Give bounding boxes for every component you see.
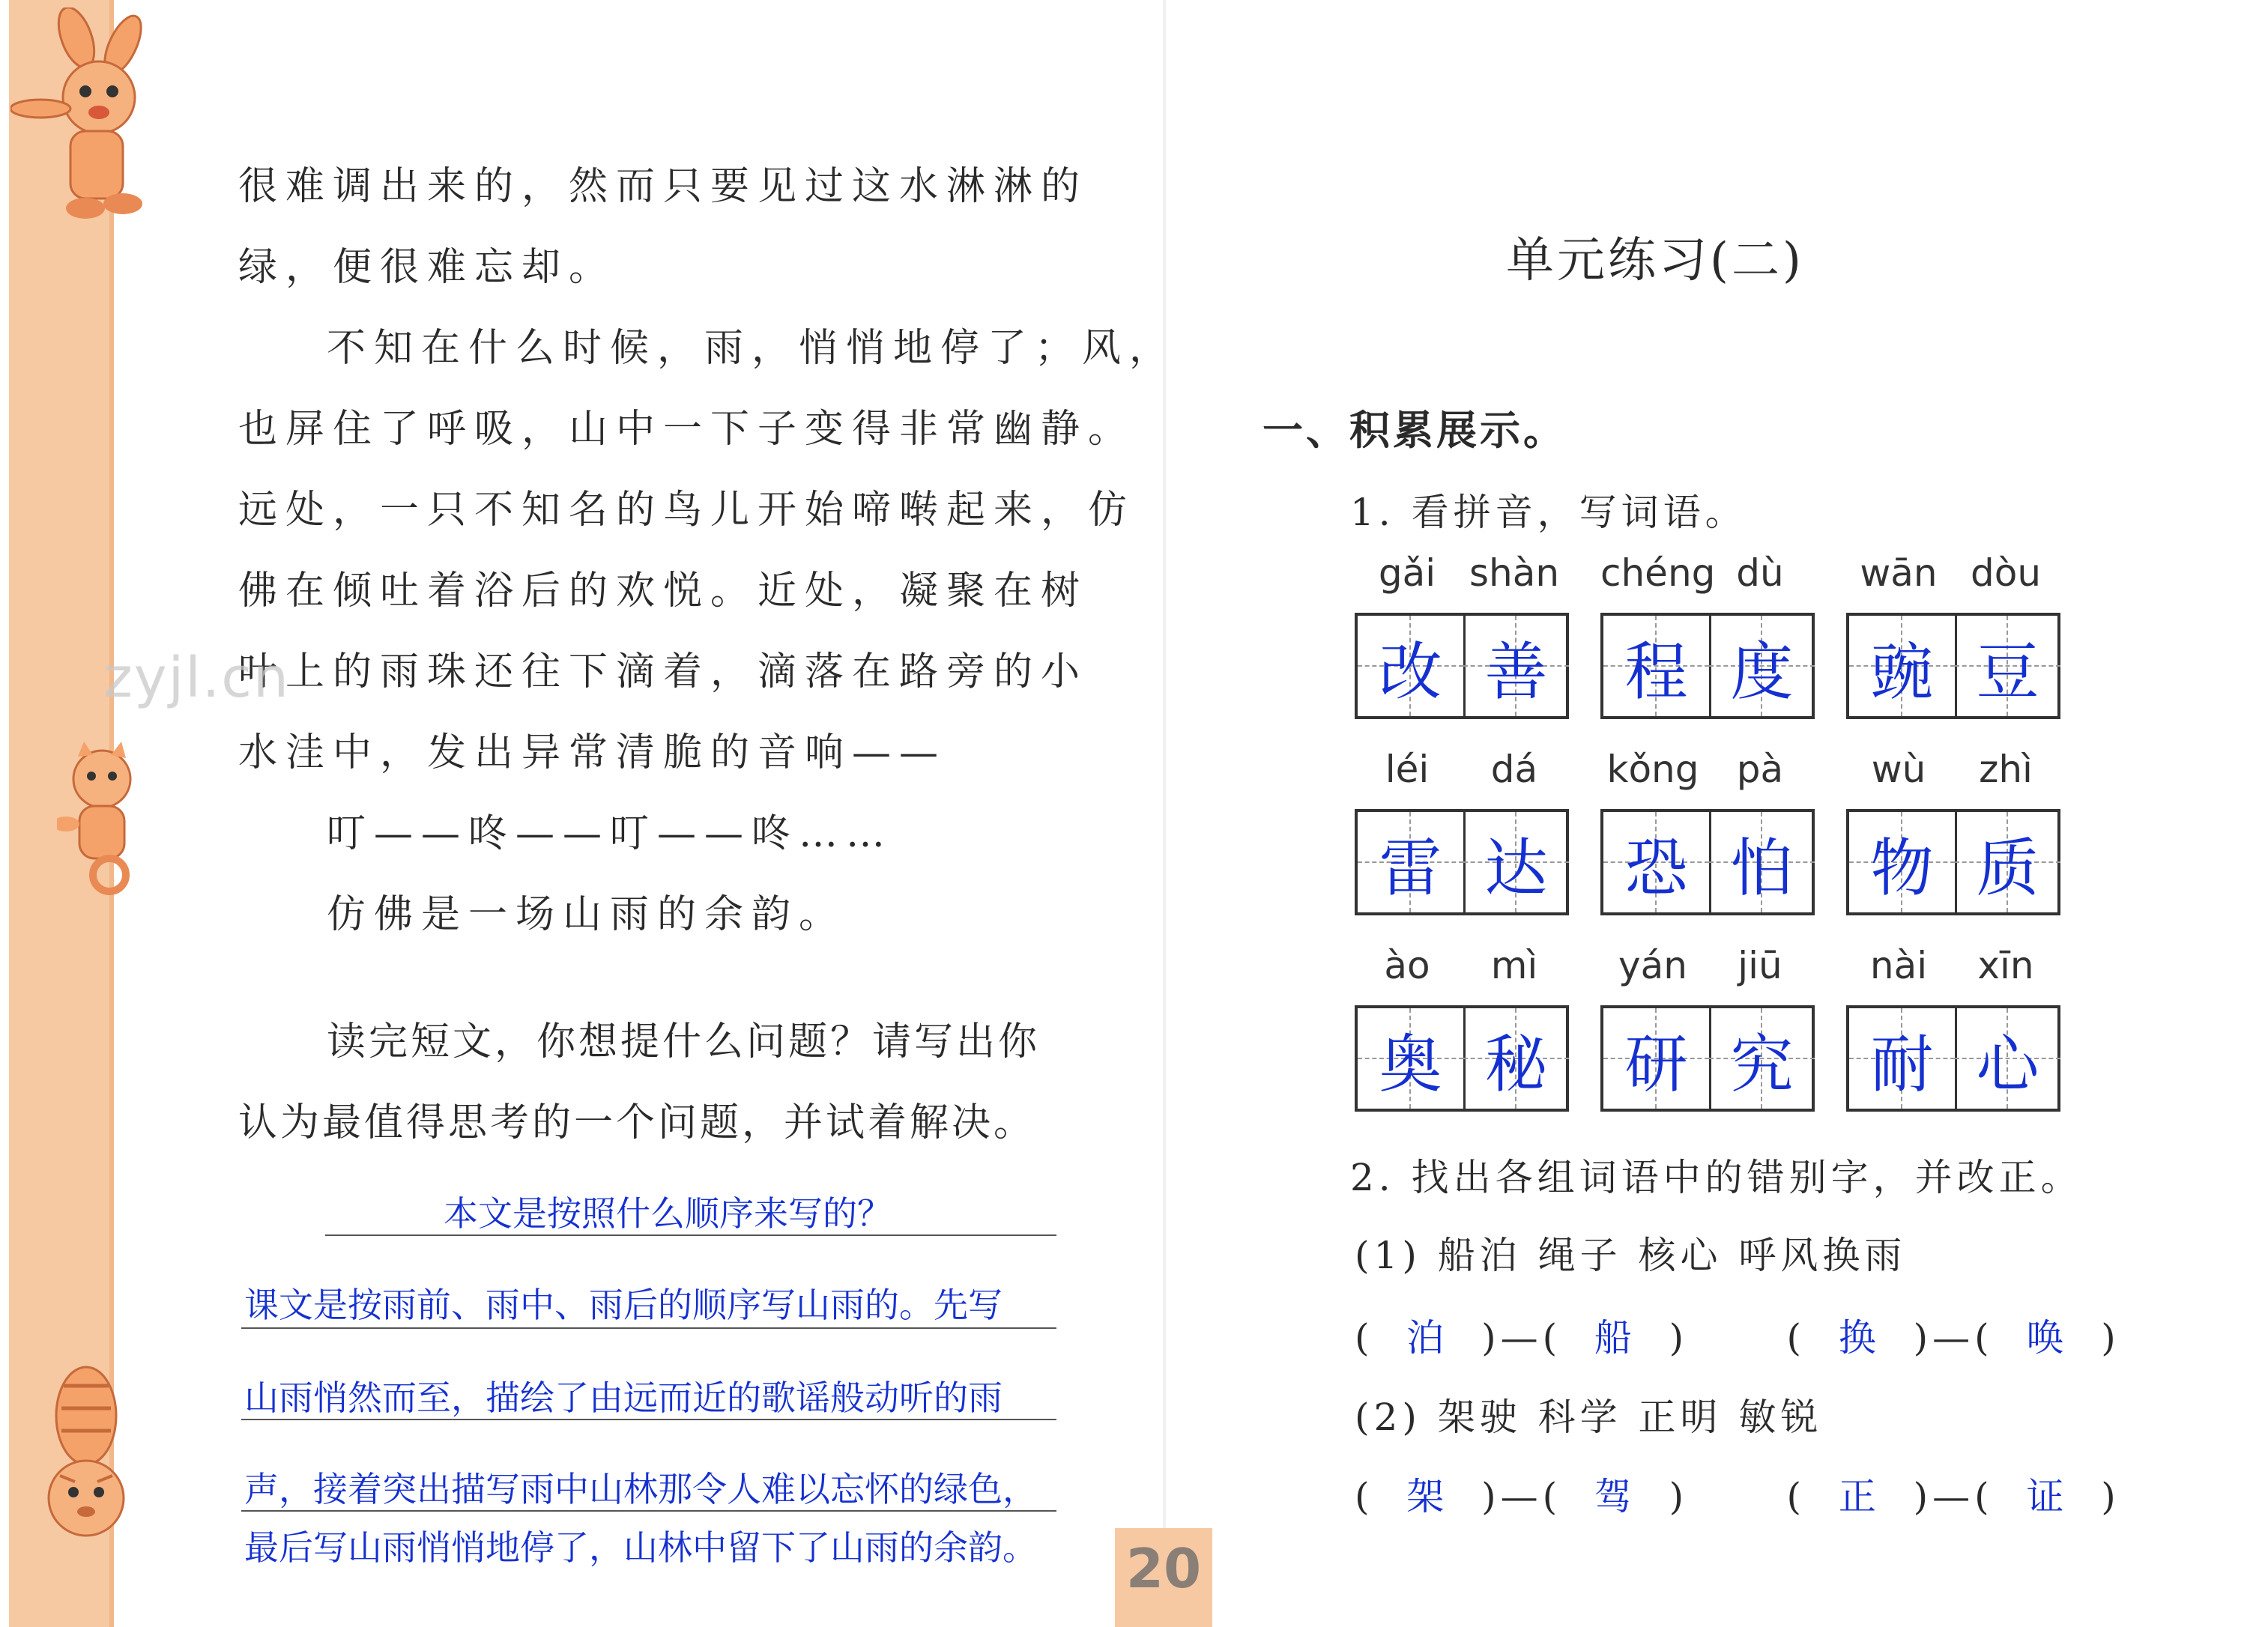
group-1-words: (1) 船泊 绳子 核心 呼风换雨 xyxy=(1355,1234,1907,1277)
tianzige-cell xyxy=(1603,1008,1711,1109)
written-character: 度 xyxy=(1730,635,1794,709)
tianzige-cell xyxy=(1849,1008,1957,1109)
section-heading: 一、积累展示。 xyxy=(1262,407,1567,454)
word-box xyxy=(1355,613,1569,719)
tianzige-cell xyxy=(1358,1008,1466,1109)
question-2: 2. 找出各组词语中的错别字，并改正。 xyxy=(1350,1156,2083,1199)
passage-line: 很难调出来的，然而只要见过这水淋淋的 xyxy=(238,164,1089,209)
word-box xyxy=(1846,1005,2060,1112)
pinyin-label: yán xyxy=(1618,944,1687,987)
tianzige-cell xyxy=(1463,616,1569,716)
answer-question: 本文是按照什么顺序来写的？ xyxy=(444,1193,892,1234)
pinyin-label: shàn xyxy=(1469,551,1560,595)
answer-underline xyxy=(241,1327,1056,1329)
word-box xyxy=(1600,809,1815,915)
word-box xyxy=(1355,1005,1569,1112)
tianzige-cell xyxy=(1358,812,1466,912)
pinyin-label: kǒng xyxy=(1606,748,1699,791)
passage-line: 叮——咚——叮——咚…… xyxy=(327,811,894,856)
passage-line: 叶上的雨珠还往下滴着，滴落在路旁的小 xyxy=(238,649,1089,694)
pinyin-label: dòu xyxy=(1970,551,2042,595)
correct-char: 唤 xyxy=(2026,1316,2069,1360)
written-character: 耐 xyxy=(1870,1028,1934,1101)
page-fold xyxy=(1163,0,1166,1627)
written-character: 豌 xyxy=(1870,635,1934,709)
pinyin-label: ào xyxy=(1384,944,1430,987)
group-2-words: (2) 架驶 科学 正明 敏锐 xyxy=(1355,1396,1823,1439)
written-character: 秘 xyxy=(1484,1028,1548,1101)
tianzige-cell xyxy=(1955,616,2060,716)
pinyin-label: léi xyxy=(1385,748,1430,791)
tianzige-cell xyxy=(1849,616,1957,716)
passage-line: 仿佛是一场山雨的余韵。 xyxy=(327,892,847,937)
group-1-corrections: ( 泊 )—( 船 ) ( 换 )—( 唤 ) xyxy=(1355,1316,2120,1360)
group-2-corrections: ( 架 )—( 驾 ) ( 正 )—( 证 ) xyxy=(1355,1475,2120,1518)
pinyin-label: gǎi xyxy=(1378,551,1436,595)
pinyin-label: jiū xyxy=(1738,944,1782,987)
pinyin-label: nài xyxy=(1869,944,1928,987)
written-character: 改 xyxy=(1379,635,1442,709)
tianzige-cell xyxy=(1955,1008,2060,1109)
wrong-char: 换 xyxy=(1838,1316,1881,1360)
answer-underline xyxy=(325,1234,1056,1236)
tianzige-cell xyxy=(1603,616,1711,716)
written-character: 豆 xyxy=(1976,635,2039,709)
correct-char: 船 xyxy=(1594,1316,1636,1360)
page-number: 20 xyxy=(1125,1537,1202,1600)
word-box xyxy=(1600,613,1815,719)
prompt-line: 读完短文，你想提什么问题？请写出你 xyxy=(327,1019,1041,1064)
rabbit-illustration xyxy=(10,7,160,225)
answer-line: 山雨悄然而至，描绘了由远而近的歌谣般动听的雨 xyxy=(244,1378,1003,1418)
written-character: 物 xyxy=(1870,831,1934,905)
written-character: 恐 xyxy=(1624,831,1688,905)
tianzige-cell xyxy=(1463,812,1569,912)
word-box xyxy=(1600,1005,1815,1112)
answer-underline xyxy=(241,1419,1056,1420)
written-character: 究 xyxy=(1730,1028,1794,1101)
wrong-char: 泊 xyxy=(1406,1316,1449,1360)
pinyin-label: chéng xyxy=(1600,551,1716,595)
answer-underline xyxy=(241,1510,1056,1512)
pinyin-label: wù xyxy=(1871,748,1926,791)
tianzige-cell xyxy=(1463,1008,1569,1109)
passage-line: 佛在倾吐着浴后的欢悦。近处，凝聚在树 xyxy=(238,569,1089,613)
tianzige-cell xyxy=(1955,812,2060,912)
correct-char: 驾 xyxy=(1594,1475,1636,1518)
pinyin-label: pà xyxy=(1736,748,1784,791)
pinyin-label: zhì xyxy=(1979,748,2033,791)
written-character: 怕 xyxy=(1730,831,1794,905)
tianzige-cell xyxy=(1849,812,1957,912)
wrong-char: 架 xyxy=(1406,1475,1449,1518)
pinyin-label: wān xyxy=(1860,551,1938,595)
passage-line: 水洼中，发出异常清脆的音响—— xyxy=(238,730,947,775)
answer-line: 最后写山雨悄悄地停了，山林中留下了山雨的余韵。 xyxy=(244,1527,1037,1568)
passage-line: 远处，一只不知名的鸟儿开始啼啭起来，仿 xyxy=(238,488,1136,533)
pinyin-label: dù xyxy=(1736,551,1784,595)
prompt-line: 认为最值得思考的一个问题，并试着解决。 xyxy=(238,1100,1036,1145)
written-character: 奥 xyxy=(1379,1028,1442,1101)
pinyin-label: dá xyxy=(1490,748,1538,791)
tianzige-cell xyxy=(1358,616,1466,716)
watermark: zyjl.cn xyxy=(103,646,290,710)
answer-line: 课文是按雨前、雨中、雨后的顺序写山雨的。先写 xyxy=(244,1285,1003,1325)
question-1: 1. 看拼音，写词语。 xyxy=(1350,491,1747,534)
written-character: 质 xyxy=(1976,831,2039,905)
word-box xyxy=(1355,809,1569,915)
wrong-char: 正 xyxy=(1838,1475,1881,1518)
written-character: 研 xyxy=(1624,1028,1688,1101)
tianzige-cell xyxy=(1709,1008,1815,1109)
tiger-illustration xyxy=(30,1356,135,1551)
tianzige-cell xyxy=(1709,812,1815,912)
pinyin-label: mì xyxy=(1490,944,1538,987)
answer-line: 声，接着突出描写雨中山林那令人难以忘怀的绿色， xyxy=(244,1469,1037,1509)
passage-line: 绿，便很难忘却。 xyxy=(238,245,617,290)
word-box xyxy=(1846,809,2060,915)
written-character: 雷 xyxy=(1379,831,1442,905)
word-box xyxy=(1846,613,2060,719)
tianzige-cell xyxy=(1709,616,1815,716)
tianzige-cell xyxy=(1603,812,1711,912)
correct-char: 证 xyxy=(2026,1475,2069,1518)
exercise-title: 单元练习(二) xyxy=(1506,233,1804,288)
written-character: 程 xyxy=(1624,635,1688,709)
passage-line: 也屏住了呼吸，山中一下子变得非常幽静。 xyxy=(238,407,1136,452)
written-character: 善 xyxy=(1484,635,1548,709)
written-character: 达 xyxy=(1484,831,1548,905)
pinyin-label: xīn xyxy=(1977,944,2034,987)
written-character: 心 xyxy=(1976,1028,2039,1101)
cat-illustration xyxy=(57,742,147,899)
passage-line: 不知在什么时候，雨，悄悄地停了；风， xyxy=(327,326,1177,371)
